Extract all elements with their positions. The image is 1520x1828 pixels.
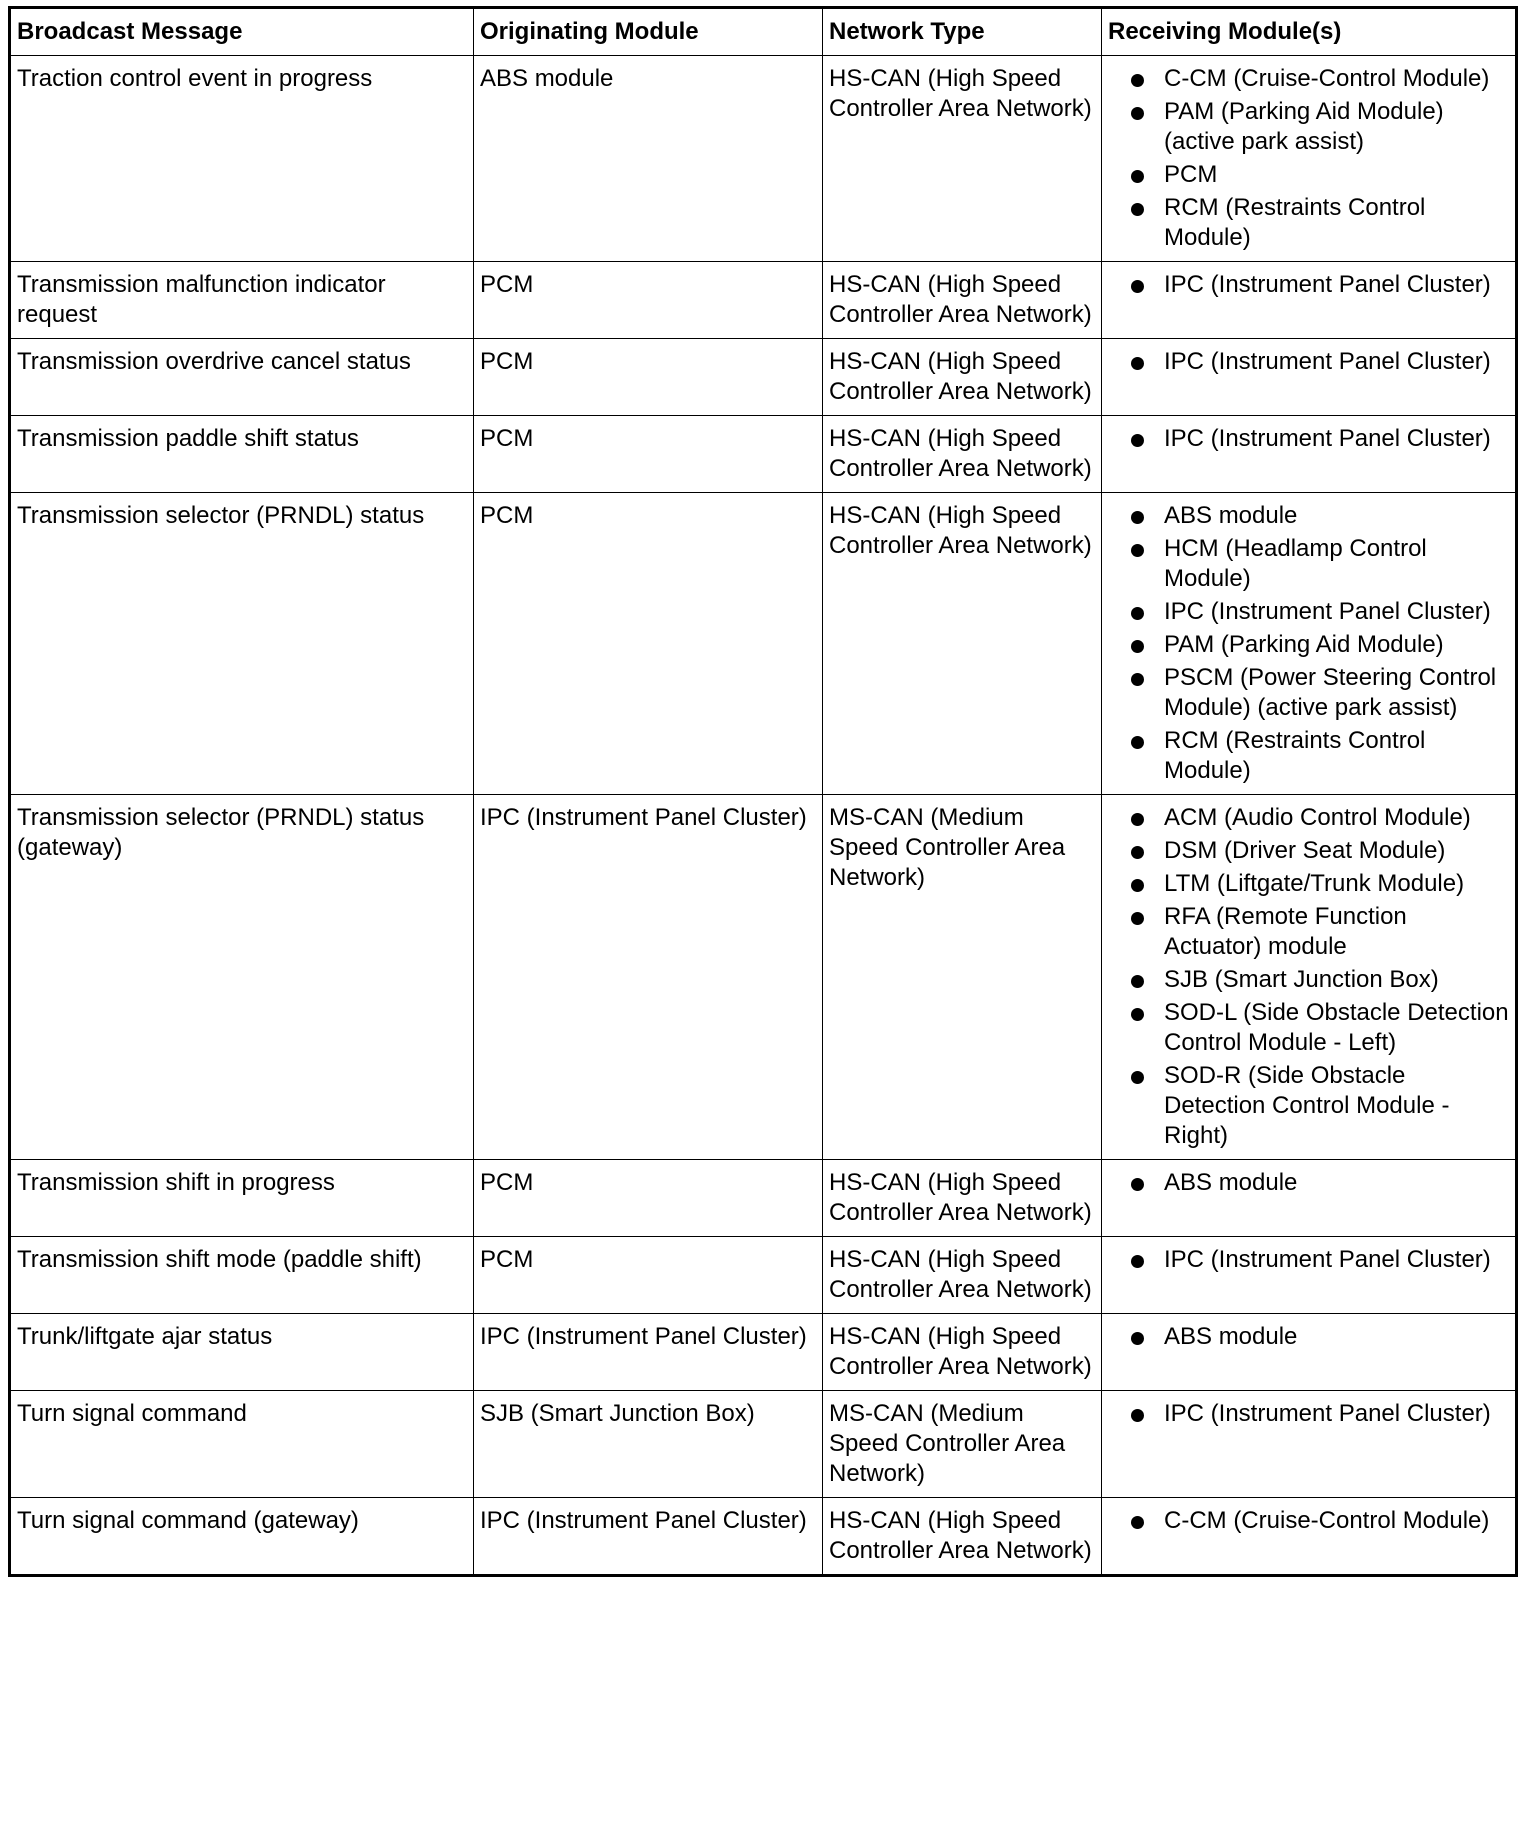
broadcast-message-cell: Trunk/liftgate ajar status (10, 1314, 474, 1391)
receiving-modules-list (1108, 501, 1509, 786)
originating-module-cell: PCM (474, 1237, 823, 1314)
receiving-module-label: C-CM (Cruise-Control Module) (1164, 1507, 1490, 1534)
document-page (8, 6, 1515, 1577)
table-row (10, 262, 1517, 339)
receiving-module-label: PCM (1164, 161, 1218, 188)
network-type-cell: MS-CAN (Medium Speed Controller Area Network) (823, 795, 1102, 1160)
bullet-icon (1131, 203, 1144, 216)
receiving-module-label: SJB (Smart Junction Box) (1164, 966, 1439, 993)
receiving-modules-list (1108, 347, 1509, 377)
list-item (1108, 836, 1509, 866)
receiving-module-label: PSCM (Power Steering Control Module) (active park assist) (1164, 664, 1497, 721)
receiving-modules-cell (1102, 795, 1517, 1160)
receiving-modules-cell (1102, 1391, 1517, 1498)
receiving-module-label: IPC (Instrument Panel Cluster) (1164, 1400, 1491, 1427)
bullet-icon (1131, 1332, 1144, 1345)
receiving-modules-cell (1102, 1237, 1517, 1314)
receiving-modules-cell (1102, 493, 1517, 795)
network-type-cell: HS-CAN (High Speed Controller Area Network) (823, 56, 1102, 262)
receiving-module-label: SOD-L (Side Obstacle Detection Control Module - Left) (1164, 999, 1509, 1056)
bullet-icon (1131, 1516, 1144, 1529)
receiving-modules-list (1108, 1322, 1509, 1352)
receiving-modules-list (1108, 1245, 1509, 1275)
receiving-module-label: HCM (Headlamp Control Module) (1164, 535, 1427, 592)
list-item (1108, 64, 1509, 94)
network-type-cell: HS-CAN (High Speed Controller Area Network) (823, 1237, 1102, 1314)
receiving-module-label: IPC (Instrument Panel Cluster) (1164, 348, 1491, 375)
table-row (10, 1160, 1517, 1237)
bullet-icon (1131, 280, 1144, 293)
receiving-modules-cell (1102, 56, 1517, 262)
bullet-icon (1131, 511, 1144, 524)
header-broadcast-message: Broadcast Message (10, 8, 474, 56)
bullet-icon (1131, 1178, 1144, 1191)
receiving-module-label: RFA (Remote Function Actuator) module (1164, 903, 1407, 960)
receiving-module-label: SOD-R (Side Obstacle Detection Control Module - Right) (1164, 1062, 1450, 1149)
bullet-icon (1131, 607, 1144, 620)
broadcast-message-cell: Turn signal command (10, 1391, 474, 1498)
broadcast-message-cell: Turn signal command (gateway) (10, 1498, 474, 1576)
receiving-module-label: PAM (Parking Aid Module) (1164, 631, 1444, 658)
list-item (1108, 1399, 1509, 1429)
receiving-modules-cell (1102, 1314, 1517, 1391)
list-item (1108, 1322, 1509, 1352)
broadcast-message-cell: Transmission selector (PRNDL) status (gateway) (10, 795, 474, 1160)
table-row (10, 416, 1517, 493)
table-row (10, 56, 1517, 262)
bullet-icon (1131, 1008, 1144, 1021)
receiving-modules-list (1108, 803, 1509, 1151)
bullet-icon (1131, 1255, 1144, 1268)
receiving-module-label: IPC (Instrument Panel Cluster) (1164, 1246, 1491, 1273)
bullet-icon (1131, 846, 1144, 859)
list-item (1108, 193, 1509, 253)
broadcast-message-table (8, 6, 1518, 1577)
network-type-cell: HS-CAN (High Speed Controller Area Network) (823, 1498, 1102, 1576)
bullet-icon (1131, 74, 1144, 87)
receiving-module-label: ACM (Audio Control Module) (1164, 804, 1471, 831)
header-receiving-modules: Receiving Module(s) (1102, 8, 1517, 56)
receiving-modules-list (1108, 64, 1509, 253)
bullet-icon (1131, 912, 1144, 925)
list-item (1108, 803, 1509, 833)
list-item (1108, 270, 1509, 300)
list-item (1108, 726, 1509, 786)
table-row (10, 493, 1517, 795)
list-item (1108, 97, 1509, 157)
originating-module-cell: PCM (474, 262, 823, 339)
table-body (10, 56, 1517, 1576)
broadcast-message-cell: Transmission paddle shift status (10, 416, 474, 493)
list-item (1108, 1061, 1509, 1151)
originating-module-cell: PCM (474, 339, 823, 416)
receiving-module-label: IPC (Instrument Panel Cluster) (1164, 598, 1491, 625)
originating-module-cell: SJB (Smart Junction Box) (474, 1391, 823, 1498)
list-item (1108, 501, 1509, 531)
broadcast-message-cell: Transmission shift in progress (10, 1160, 474, 1237)
receiving-module-label: IPC (Instrument Panel Cluster) (1164, 271, 1491, 298)
broadcast-message-cell: Transmission malfunction indicator request (10, 262, 474, 339)
table-row (10, 1237, 1517, 1314)
bullet-icon (1131, 1071, 1144, 1084)
broadcast-message-cell: Transmission shift mode (paddle shift) (10, 1237, 474, 1314)
receiving-modules-cell (1102, 416, 1517, 493)
table-row (10, 1391, 1517, 1498)
table-row (10, 795, 1517, 1160)
list-item (1108, 1245, 1509, 1275)
originating-module-cell: PCM (474, 493, 823, 795)
receiving-module-label: IPC (Instrument Panel Cluster) (1164, 425, 1491, 452)
list-item (1108, 630, 1509, 660)
broadcast-message-cell: Transmission selector (PRNDL) status (10, 493, 474, 795)
receiving-modules-cell (1102, 1498, 1517, 1576)
header-originating-module: Originating Module (474, 8, 823, 56)
list-item (1108, 1506, 1509, 1536)
table-row (10, 1314, 1517, 1391)
list-item (1108, 160, 1509, 190)
receiving-module-label: PAM (Parking Aid Module) (active park assist) (1164, 98, 1444, 155)
receiving-modules-list (1108, 270, 1509, 300)
originating-module-cell: IPC (Instrument Panel Cluster) (474, 1498, 823, 1576)
receiving-module-label: DSM (Driver Seat Module) (1164, 837, 1446, 864)
broadcast-message-cell: Transmission overdrive cancel status (10, 339, 474, 416)
bullet-icon (1131, 107, 1144, 120)
receiving-modules-list (1108, 1168, 1509, 1198)
originating-module-cell: PCM (474, 416, 823, 493)
originating-module-cell: PCM (474, 1160, 823, 1237)
bullet-icon (1131, 170, 1144, 183)
list-item (1108, 347, 1509, 377)
bullet-icon (1131, 813, 1144, 826)
receiving-module-label: ABS module (1164, 502, 1298, 529)
receiving-module-label: RCM (Restraints Control Module) (1164, 727, 1426, 784)
network-type-cell: HS-CAN (High Speed Controller Area Network) (823, 416, 1102, 493)
list-item (1108, 597, 1509, 627)
originating-module-cell: IPC (Instrument Panel Cluster) (474, 1314, 823, 1391)
network-type-cell: HS-CAN (High Speed Controller Area Network) (823, 1160, 1102, 1237)
list-item (1108, 965, 1509, 995)
network-type-cell: HS-CAN (High Speed Controller Area Network) (823, 339, 1102, 416)
bullet-icon (1131, 357, 1144, 370)
list-item (1108, 1168, 1509, 1198)
receiving-module-label: ABS module (1164, 1323, 1298, 1350)
bullet-icon (1131, 673, 1144, 686)
list-item (1108, 869, 1509, 899)
list-item (1108, 998, 1509, 1058)
list-item (1108, 534, 1509, 594)
receiving-modules-cell (1102, 262, 1517, 339)
network-type-cell: HS-CAN (High Speed Controller Area Network) (823, 493, 1102, 795)
list-item (1108, 902, 1509, 962)
receiving-module-label: C-CM (Cruise-Control Module) (1164, 65, 1490, 92)
receiving-modules-list (1108, 424, 1509, 454)
bullet-icon (1131, 1409, 1144, 1422)
receiving-modules-cell (1102, 339, 1517, 416)
bullet-icon (1131, 434, 1144, 447)
bullet-icon (1131, 975, 1144, 988)
originating-module-cell: ABS module (474, 56, 823, 262)
receiving-module-label: LTM (Liftgate/Trunk Module) (1164, 870, 1465, 897)
receiving-module-label: ABS module (1164, 1169, 1298, 1196)
broadcast-message-cell: Traction control event in progress (10, 56, 474, 262)
network-type-cell: HS-CAN (High Speed Controller Area Network) (823, 1314, 1102, 1391)
network-type-cell: MS-CAN (Medium Speed Controller Area Network) (823, 1391, 1102, 1498)
bullet-icon (1131, 640, 1144, 653)
header-network-type: Network Type (823, 8, 1102, 56)
receiving-module-label: RCM (Restraints Control Module) (1164, 194, 1426, 251)
list-item (1108, 663, 1509, 723)
table-row (10, 339, 1517, 416)
receiving-modules-cell (1102, 1160, 1517, 1237)
receiving-modules-list (1108, 1399, 1509, 1429)
table-header-row (10, 8, 1517, 56)
bullet-icon (1131, 879, 1144, 892)
originating-module-cell: IPC (Instrument Panel Cluster) (474, 795, 823, 1160)
table-row (10, 1498, 1517, 1576)
receiving-modules-list (1108, 1506, 1509, 1536)
network-type-cell: HS-CAN (High Speed Controller Area Network) (823, 262, 1102, 339)
list-item (1108, 424, 1509, 454)
bullet-icon (1131, 544, 1144, 557)
bullet-icon (1131, 736, 1144, 749)
